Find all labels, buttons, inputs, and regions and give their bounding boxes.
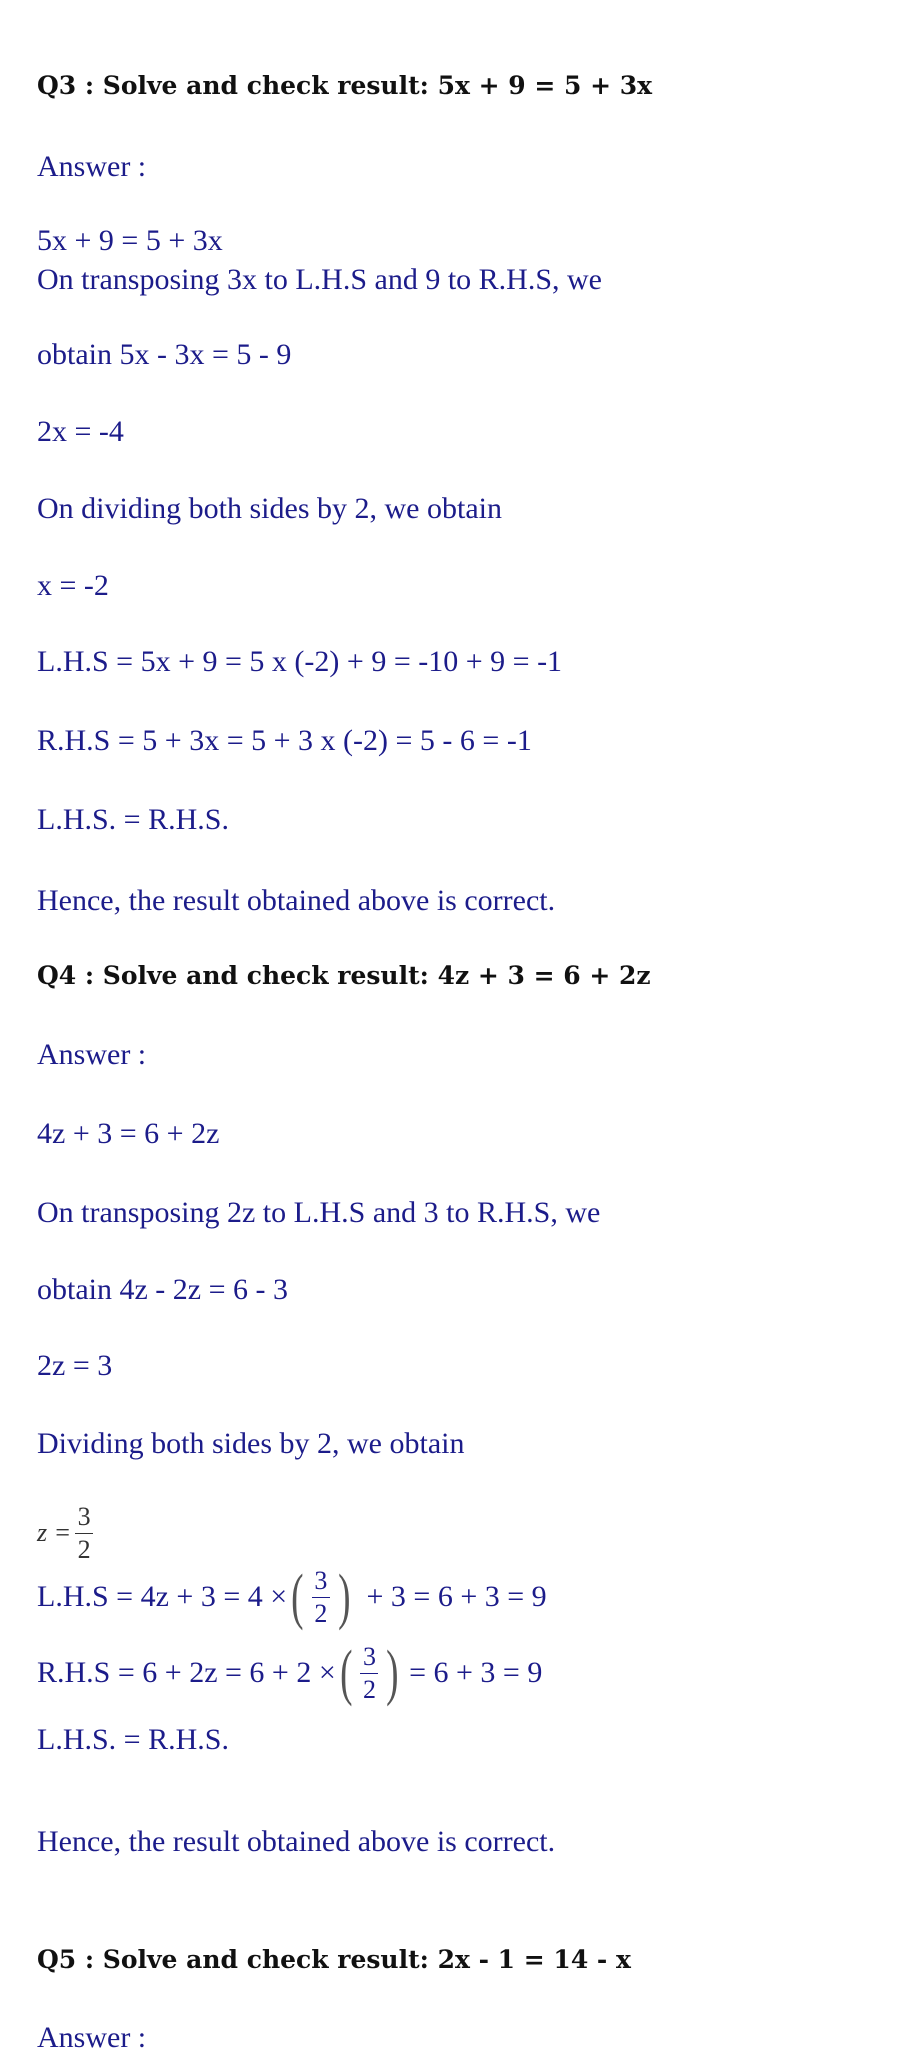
q3-conclusion: Hence, the result obtained above is correct. [37, 884, 556, 917]
numerator: 3 [77, 1501, 91, 1531]
fraction-bar [312, 1597, 330, 1598]
fraction [360, 1641, 378, 1704]
q4-heading: Q4 : Solve and check result: 4z + 3 = 6 + 2z [37, 961, 651, 990]
fraction-bar [360, 1673, 378, 1674]
q3-line: 2x = -4 [37, 415, 124, 448]
q3-heading: Q3 : Solve and check result: 5x + 9 = 5 + 3x [37, 71, 653, 100]
q5-heading: Q5 : Solve and check result: 2x - 1 = 14 - x [37, 1945, 631, 1974]
denominator: 2 [77, 1534, 91, 1564]
denominator: 2 [314, 1598, 328, 1628]
q5-answer-label: Answer : [37, 2021, 147, 2054]
right-paren: ) [386, 1639, 399, 1707]
q3-line: On dividing both sides by 2, we obtain [37, 492, 502, 525]
denominator: 2 [362, 1674, 376, 1704]
q4-lhs-check [37, 1557, 547, 1637]
q4-rhs-check [37, 1633, 542, 1713]
q3-line: On transposing 3x to L.H.S and 9 to R.H.S, we [37, 263, 602, 296]
q3-lhs-check: L.H.S = 5x + 9 = 5 x (-2) + 9 = -10 + 9 = -1 [37, 645, 563, 678]
q4-line: On transposing 2z to L.H.S and 3 to R.H.S, we [37, 1196, 601, 1229]
q3-rhs-check: R.H.S = 5 + 3x = 5 + 3 x (-2) = 5 - 6 = -1 [37, 724, 532, 757]
fraction-bar [75, 1533, 93, 1534]
lhs-post: + 3 = 6 + 3 = 9 [366, 1580, 547, 1613]
fraction [75, 1501, 93, 1564]
fraction [312, 1565, 330, 1628]
q3-equality: L.H.S. = R.H.S. [37, 803, 229, 836]
lhs-pre: L.H.S = 4z + 3 = 4 × [37, 1580, 288, 1613]
left-paren: ( [339, 1639, 353, 1707]
q4-conclusion: Hence, the result obtained above is correct. [37, 1825, 556, 1858]
q3-line: x = -2 [37, 569, 109, 602]
rhs-post: = 6 + 3 = 9 [409, 1656, 543, 1689]
numerator: 3 [362, 1641, 376, 1671]
q4-line: 2z = 3 [37, 1349, 113, 1382]
q4-line: obtain 4z - 2z = 6 - 3 [37, 1273, 289, 1306]
q4-line: Dividing both sides by 2, we obtain [37, 1427, 465, 1460]
q4-answer-label: Answer : [37, 1038, 147, 1071]
right-paren: ) [337, 1563, 351, 1631]
q4-line: 4z + 3 = 6 + 2z [37, 1117, 220, 1150]
parenthesized-fraction [336, 1639, 403, 1707]
left-paren: ( [291, 1563, 304, 1631]
rhs-pre: R.H.S = 6 + 2z = 6 + 2 × [37, 1656, 336, 1689]
parenthesized-fraction [287, 1563, 354, 1631]
q3-answer-label: Answer : [37, 150, 147, 183]
numerator: 3 [314, 1565, 328, 1595]
q4-equality: L.H.S. = R.H.S. [37, 1723, 229, 1756]
q3-line: obtain 5x - 3x = 5 - 9 [37, 338, 292, 371]
q3-line: 5x + 9 = 5 + 3x [37, 224, 223, 257]
z-equals: z = [37, 1518, 72, 1547]
